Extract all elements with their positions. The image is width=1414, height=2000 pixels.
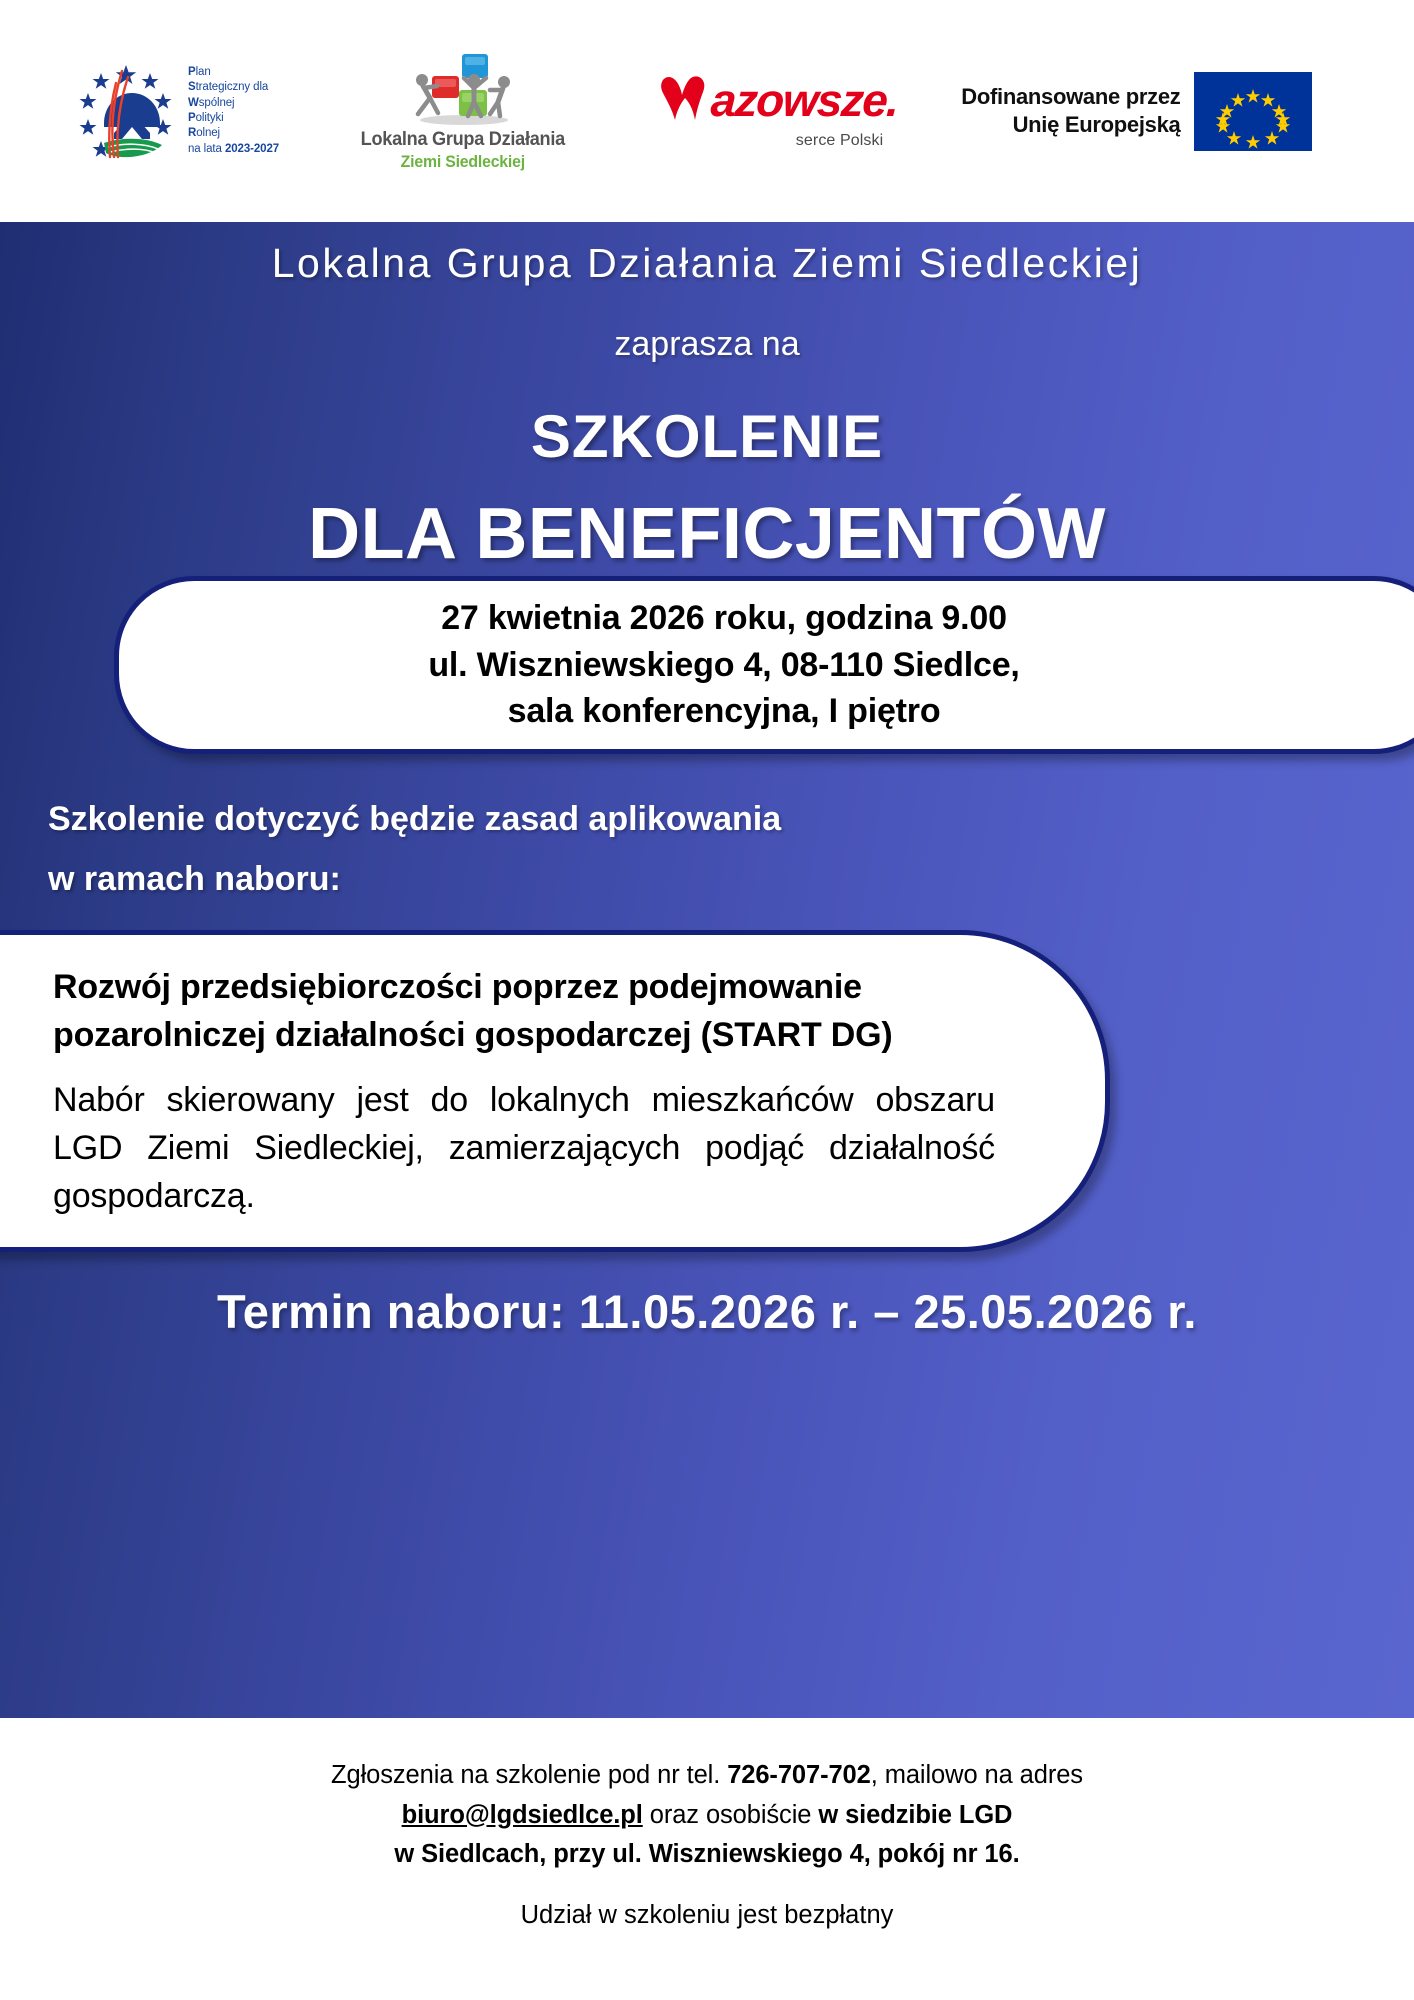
- training-subject-note: [48, 790, 781, 909]
- footer-phone-number: 726-707-702: [727, 1761, 871, 1789]
- partner-logo-bar: [0, 0, 1414, 222]
- mazowsze-wordmark: azowsze.: [709, 74, 899, 126]
- training-subject-line1: Szkolenie dotyczyć będzie zasad aplikowania: [48, 800, 782, 838]
- wpr-logo-text: Plan Strategiczny dla Wspólnej Polityki Rolnej na lata 2023-2027: [188, 66, 280, 155]
- event-details-card: [114, 576, 1414, 754]
- invitation-text: zaprasza na: [614, 325, 800, 363]
- organisation-name: Lokalna Grupa Działania Ziemi Siedleckiej: [271, 240, 1143, 286]
- footer-email-link[interactable]: biuro@lgdsiedlce.pl: [401, 1800, 643, 1829]
- poster-headline-block: [0, 222, 1414, 575]
- lgd-logo-subtitle: Ziemi Siedleckiej: [400, 152, 525, 171]
- event-datetime: 27 kwietnia 2026 roku, godzina 9.00: [441, 598, 1007, 637]
- footer-office-address: w Siedlcach, przy ul. Wiszniewskiego 4, pokój nr 16.: [394, 1840, 1020, 1869]
- event-room: sala konferencyjna, I piętro: [507, 692, 941, 731]
- footer-line-address: [0, 1835, 1414, 1875]
- footer-line-email: [0, 1796, 1414, 1836]
- footer-free-participation: Udział w szkoleniu jest bezpłatny: [520, 1900, 894, 1929]
- eu-funding-line2: Unię Europejską: [1012, 112, 1181, 137]
- mazowsze-logo: [655, 73, 898, 150]
- mazowsze-tagline: serce Polski: [795, 131, 884, 149]
- eu-funding-line1: Dofinansowane przez: [961, 83, 1181, 109]
- poster-title-line1: SZKOLENIE: [530, 403, 884, 470]
- call-scope-card: [0, 930, 1110, 1252]
- lokalna-grupa-dzialania-logo: [353, 50, 573, 172]
- poster-title-line2: DLA BENEFICJENTÓW: [308, 494, 1106, 574]
- call-scope-title-line1: Rozwój przedsiębiorczości poprzez podejmowanie: [53, 968, 862, 1006]
- footer-phone-suffix: , mailowo na adres: [870, 1761, 1083, 1789]
- lgd-logo-name: Lokalna Grupa Działania: [360, 128, 565, 150]
- footer-phone-prefix: Zgłoszenia na szkolenie pod nr tel.: [331, 1761, 728, 1789]
- training-subject-line2: w ramach naboru:: [48, 859, 341, 898]
- plan-strategiczny-wpr-logo: [70, 57, 279, 165]
- lgd-people-blocks-icon: [404, 50, 522, 126]
- footer-email-suffix: oraz osobiście: [642, 1800, 819, 1829]
- application-period: Termin naboru: 11.05.2026 r. – 25.05.2026 r.: [217, 1285, 1197, 1338]
- eu-funding-logo: [961, 72, 1312, 151]
- wpr-emblem-icon: [70, 57, 182, 165]
- eu-funding-text: [961, 83, 1180, 139]
- footer-office-text: w siedzibie LGD: [818, 1800, 1013, 1829]
- call-scope-description: Nabór skierowany jest do lokalnych mieszkańców obszaru LGD Ziemi Siedleckiej, zamierzających podjąć działalność gospodarczą.: [53, 1080, 995, 1216]
- event-address: ul. Wiszniewskiego 4, 08-110 Siedlce,: [428, 645, 1020, 684]
- footer-line-contact: [0, 1756, 1414, 1796]
- contact-footer: [0, 1718, 1414, 2000]
- poster-body: [0, 222, 1414, 1718]
- mazowsze-heart-icon: [655, 73, 711, 128]
- call-scope-title-line2: pozarolniczej działalności gospodarczej (START DG): [53, 1016, 893, 1055]
- european-union-flag-icon: [1194, 72, 1312, 151]
